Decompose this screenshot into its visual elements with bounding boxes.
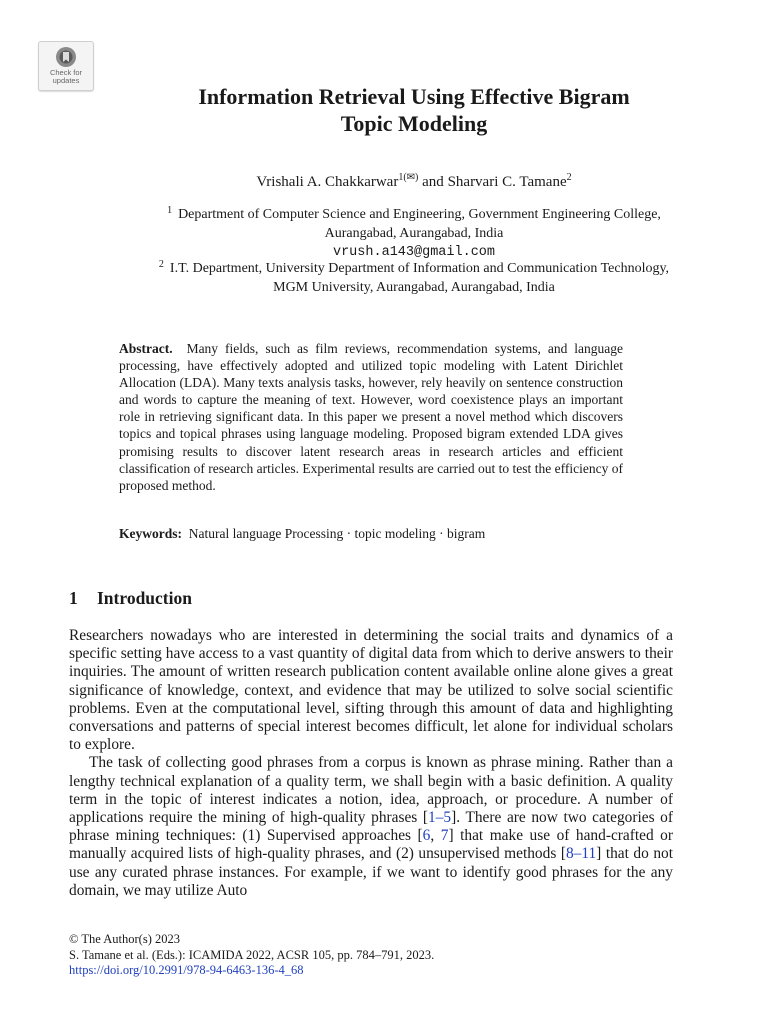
- citation-link[interactable]: 1–5: [428, 809, 452, 827]
- paragraph-2: The task of collecting good phrases from a corpus is known as phrase mining. Rather than a lengthy technical explanation of a quality term, we shall begin with a basic definition. A quality term in the topic of interest indicates a notion, idea, approach, or procedure. A number of applications require the mining of high-quality phrases [1–5]. There are now two categories of phrase mining techniques: (1) Supervised approaches [6, 7] that make use of hand-crafted or manually acquired lists of high-quality phrases, and (2) unsupervised methods [8–11] that do not use any curated phrase instances. For example, if we want to identify good phrases for the any domain, we may utilize Auto: [69, 754, 674, 899]
- abstract-text: Many fields, such as film reviews, recommendation systems, and language processing, have effectively adopted and utilized topic modeling with Latent Dirichlet Allocation (LDA). Many texts analysis tasks, however, rely heavily on sentence construction and words to capture the meaning of text. However, word coexistence plays an important role in retrieving significant data. In this paper we present a novel method which discovers topics and topical phrases using language modeling. Proposed bigram extended LDA gives promising results to discover latent research areas in research articles and efficient classification of research articles. Experimental results are carried out to test the efficiency of proposed method.: [119, 341, 624, 493]
- footer: [69, 932, 434, 979]
- citation-link[interactable]: 8–11: [565, 845, 597, 863]
- citation-link[interactable]: 6: [422, 827, 431, 845]
- author-1[interactable]: Vrishali A. Chakkarwar: [256, 174, 399, 190]
- paper-title: Information Retrieval Using Effective Bigram Topic Modeling: [198, 84, 630, 136]
- affiliation-2: $^2$ I.T. Department, University Department of Information and Communication Technology, MGM University, Aurangabad, Aurangabad, India: [158, 259, 670, 295]
- paragraph-1: Researchers nowadays who are interested in determining the social traits and dynamics of a specific setting have access to a vast quantity of digital data from which to derive answers to their inquiries. The amount of written research publication content available online alone gives a great significance of knowledge, context, and evidence that may be utilized to solve social scientific problems. Even at the computational level, sifting through this amount of data and highlighting conversations and patterns of special interest becomes difficult, let alone for individual scholars to explore.: [69, 627, 673, 754]
- copyright-notice: © The Author(s) 2023: [69, 932, 180, 946]
- citation-link[interactable]: 7: [440, 827, 449, 845]
- abstract: [119, 340, 623, 494]
- bookmark-icon: [55, 46, 77, 68]
- author-1-superscript: 1(✉): [398, 172, 419, 183]
- author-list: Vrishali A. Chakkarwar$^{1(✉)}$ and Sharvari C. Tamane$^2$: [256, 172, 572, 190]
- citation-info: S. Tamane et al. (Eds.): ICAMIDA 2022, ACSR 105, pp. 784–791, 2023.: [69, 947, 435, 962]
- keywords-text: Natural language Processing · topic modeling · bigram: [188, 526, 486, 541]
- section-heading-introduction: 1 Introduction: [69, 588, 192, 608]
- introduction-body: [69, 627, 673, 900]
- badge-label: Check for updates: [49, 68, 83, 85]
- author-2[interactable]: Sharvari C. Tamane: [447, 174, 567, 190]
- keywords-label: Keywords:: [119, 526, 182, 541]
- affiliation-1: $^1$ Department of Computer Science and Engineering, Government Engineering College, Aurangabad, Aurangabad, India vrush.a143@gmail.com: [167, 205, 661, 260]
- keywords: [119, 525, 485, 542]
- abstract-label: Abstract.: [119, 341, 173, 356]
- doi-link[interactable]: https://doi.org/10.2991/978-94-6463-136-4_68: [69, 963, 304, 978]
- author-email[interactable]: vrush.a143@gmail.com: [332, 245, 496, 260]
- author-2-superscript: 2: [566, 172, 572, 183]
